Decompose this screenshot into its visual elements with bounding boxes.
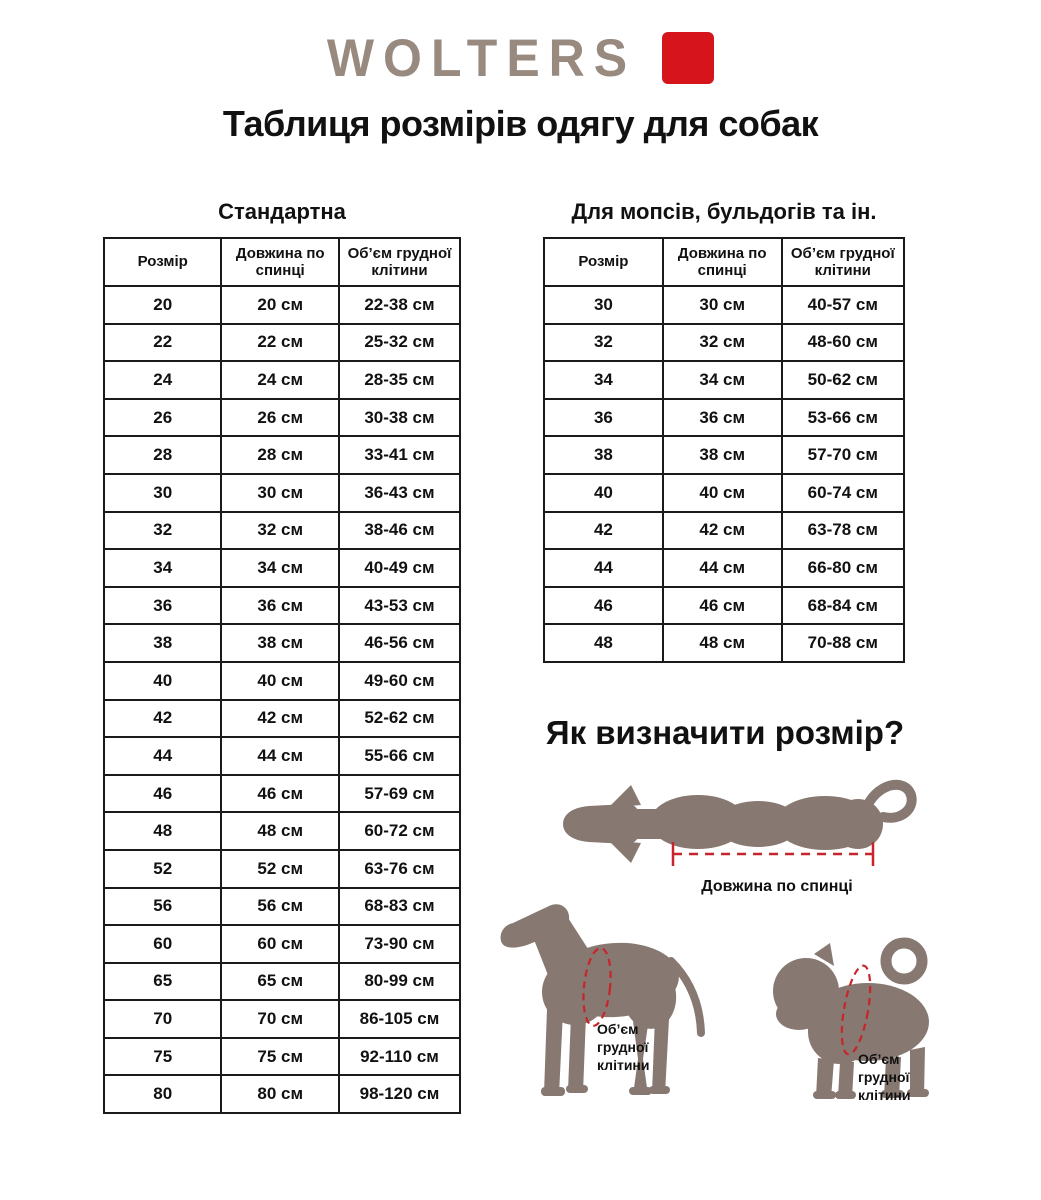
table-cell: 32: [104, 512, 221, 550]
table-cell: 56 см: [221, 888, 338, 926]
table-cell: 42: [544, 512, 663, 550]
table-cell: 70 см: [221, 1000, 338, 1038]
table-row: [104, 324, 460, 362]
table-cell: 25-32 см: [339, 324, 460, 362]
table-row: [104, 587, 460, 625]
pugs-table-title: Для мопсів, бульдогів та ін.: [571, 199, 877, 224]
table-cell: 92-110 см: [339, 1038, 460, 1076]
table-cell: 20: [104, 286, 221, 324]
table-cell: 68-84 см: [782, 587, 904, 625]
table-row: [104, 1075, 460, 1113]
table-cell: 30: [104, 474, 221, 512]
table-cell: 32 см: [663, 324, 782, 362]
table-cell: 40: [104, 662, 221, 700]
table-cell: 70-88 см: [782, 624, 904, 662]
brand-red-square-icon: [662, 32, 714, 84]
table-cell: 63-76 см: [339, 850, 460, 888]
table-row: [104, 286, 460, 324]
table-cell: 42 см: [221, 700, 338, 738]
table-cell: 60-74 см: [782, 474, 904, 512]
table-cell: 46: [104, 775, 221, 813]
table-cell: 48 см: [221, 812, 338, 850]
table-cell: 20 см: [221, 286, 338, 324]
table-row: [104, 1038, 460, 1076]
table-row: [104, 775, 460, 813]
table-cell: 38: [104, 624, 221, 662]
table-row: [104, 737, 460, 775]
table-row: [104, 399, 460, 437]
table-cell: 80 см: [221, 1075, 338, 1113]
brand-logo: [0, 28, 1041, 88]
table-cell: 60-72 см: [339, 812, 460, 850]
table-row: [104, 700, 460, 738]
table-row: [544, 361, 904, 399]
table-cell: 44: [544, 549, 663, 587]
table-cell: 36: [104, 587, 221, 625]
dog-top-view-illustration: [553, 763, 921, 885]
table-cell: 52: [104, 850, 221, 888]
table-cell: 48: [104, 812, 221, 850]
table-cell: 36 см: [663, 399, 782, 437]
table-row: [544, 324, 904, 362]
table-cell: 86-105 см: [339, 1000, 460, 1038]
table-cell: 30 см: [221, 474, 338, 512]
table-header-row: [104, 238, 460, 286]
table-cell: 32 см: [221, 512, 338, 550]
table-cell: 32: [544, 324, 663, 362]
table-cell: 68-83 см: [339, 888, 460, 926]
table-row: [104, 888, 460, 926]
how-to-title: Як визначити розмір?: [545, 714, 905, 751]
table-cell: 48-60 см: [782, 324, 904, 362]
table-cell: 24 см: [221, 361, 338, 399]
table-row: [104, 624, 460, 662]
table-cell: 38: [544, 436, 663, 474]
table-cell: 30-38 см: [339, 399, 460, 437]
table-cell: 40-49 см: [339, 549, 460, 587]
table-cell: 60 см: [221, 925, 338, 963]
table-cell: 40-57 см: [782, 286, 904, 324]
table-cell: 28 см: [221, 436, 338, 474]
table-cell: 63-78 см: [782, 512, 904, 550]
table-header-row: [544, 238, 904, 286]
brand-logo-text: WOLTERS: [326, 28, 637, 88]
table-cell: 57-70 см: [782, 436, 904, 474]
standard-size-table: [103, 237, 461, 1114]
table-cell: 75: [104, 1038, 221, 1076]
table-cell: 46: [544, 587, 663, 625]
table-cell: 40: [544, 474, 663, 512]
pugs-size-table: [543, 237, 905, 663]
table-header-cell: Довжина по спинці: [663, 238, 782, 286]
table-cell: 56: [104, 888, 221, 926]
table-cell: 33-41 см: [339, 436, 460, 474]
table-cell: 73-90 см: [339, 925, 460, 963]
table-header-cell: Розмір: [544, 238, 663, 286]
table-header-cell: Розмір: [104, 238, 221, 286]
table-cell: 34: [104, 549, 221, 587]
table-row: [104, 436, 460, 474]
table-row: [544, 587, 904, 625]
table-cell: 30: [544, 286, 663, 324]
table-row: [104, 549, 460, 587]
table-cell: 46 см: [221, 775, 338, 813]
table-cell: 70: [104, 1000, 221, 1038]
table-cell: 44 см: [663, 549, 782, 587]
table-row: [544, 624, 904, 662]
table-cell: 75 см: [221, 1038, 338, 1076]
table-row: [544, 549, 904, 587]
table-cell: 80-99 см: [339, 963, 460, 1001]
table-cell: 80: [104, 1075, 221, 1113]
table-row: [104, 662, 460, 700]
table-cell: 46 см: [663, 587, 782, 625]
table-cell: 34 см: [221, 549, 338, 587]
table-cell: 42: [104, 700, 221, 738]
table-cell: 42 см: [663, 512, 782, 550]
table-cell: 36-43 см: [339, 474, 460, 512]
table-cell: 30 см: [663, 286, 782, 324]
page-title: Таблиця розмірів одягу для собак: [222, 103, 819, 144]
standard-table-title: Стандартна: [218, 199, 346, 224]
table-cell: 55-66 см: [339, 737, 460, 775]
table-row: [104, 850, 460, 888]
table-row: [544, 286, 904, 324]
table-header-cell: Об’єм грудної клітини: [339, 238, 460, 286]
table-cell: 44 см: [221, 737, 338, 775]
table-cell: 22 см: [221, 324, 338, 362]
table-cell: 52-62 см: [339, 700, 460, 738]
chest-volume-label-left: Об’єм грудної клітини: [597, 1021, 650, 1074]
table-row: [544, 399, 904, 437]
table-cell: 44: [104, 737, 221, 775]
table-row: [544, 474, 904, 512]
table-cell: 98-120 см: [339, 1075, 460, 1113]
table-cell: 28-35 см: [339, 361, 460, 399]
table-cell: 36 см: [221, 587, 338, 625]
table-cell: 43-53 см: [339, 587, 460, 625]
table-cell: 53-66 см: [782, 399, 904, 437]
bulldog-curled-tail: [886, 943, 922, 979]
table-row: [104, 1000, 460, 1038]
table-cell: 49-60 см: [339, 662, 460, 700]
table-header-cell: Довжина по спинці: [221, 238, 338, 286]
table-cell: 48: [544, 624, 663, 662]
table-row: [104, 963, 460, 1001]
table-cell: 34 см: [663, 361, 782, 399]
table-cell: 52 см: [221, 850, 338, 888]
table-cell: 40 см: [663, 474, 782, 512]
table-cell: 50-62 см: [782, 361, 904, 399]
back-length-label: Довжина по спинці: [701, 878, 853, 895]
table-row: [104, 812, 460, 850]
table-cell: 24: [104, 361, 221, 399]
table-row: [104, 512, 460, 550]
table-cell: 65 см: [221, 963, 338, 1001]
table-row: [104, 361, 460, 399]
table-cell: 36: [544, 399, 663, 437]
dog-top-view-silhouette: [563, 785, 883, 863]
table-cell: 40 см: [221, 662, 338, 700]
table-header-cell: Об’єм грудної клітини: [782, 238, 904, 286]
table-cell: 38 см: [663, 436, 782, 474]
table-cell: 26 см: [221, 399, 338, 437]
table-row: [544, 512, 904, 550]
table-cell: 38-46 см: [339, 512, 460, 550]
table-cell: 60: [104, 925, 221, 963]
chest-volume-label-right: Об’єм грудної клітини: [858, 1051, 911, 1104]
table-cell: 26: [104, 399, 221, 437]
table-cell: 22: [104, 324, 221, 362]
table-cell: 48 см: [663, 624, 782, 662]
table-cell: 57-69 см: [339, 775, 460, 813]
table-cell: 22-38 см: [339, 286, 460, 324]
table-row: [104, 925, 460, 963]
table-cell: 66-80 см: [782, 549, 904, 587]
table-cell: 28: [104, 436, 221, 474]
table-cell: 34: [544, 361, 663, 399]
table-row: [544, 436, 904, 474]
table-cell: 46-56 см: [339, 624, 460, 662]
table-cell: 65: [104, 963, 221, 1001]
table-cell: 38 см: [221, 624, 338, 662]
table-row: [104, 474, 460, 512]
